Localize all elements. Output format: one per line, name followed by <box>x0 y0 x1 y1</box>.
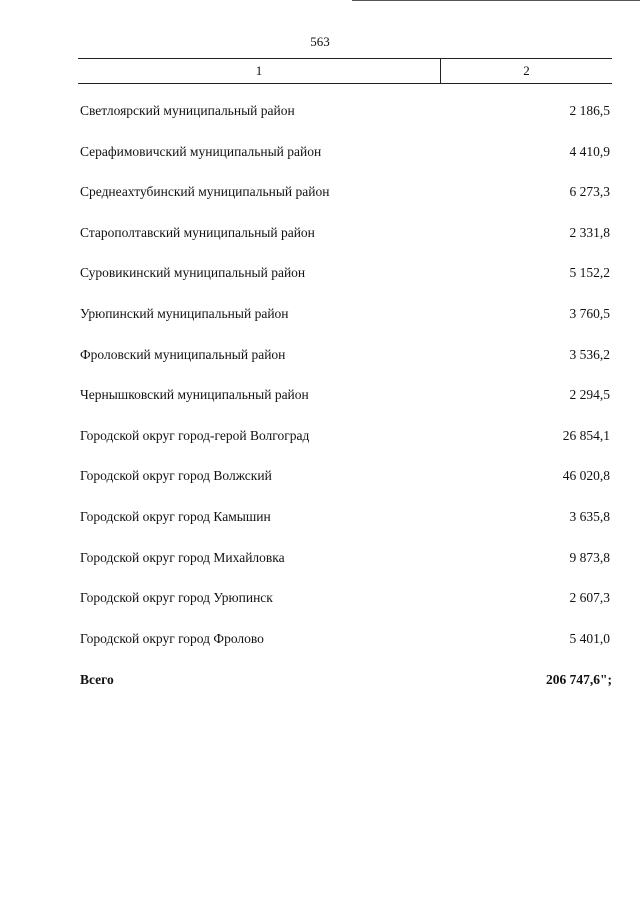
row-label: Старополтавский муниципальный район <box>80 224 315 240</box>
table-row <box>78 92 612 133</box>
total-value: 206 747,6"; <box>546 672 612 687</box>
row-value: 5 152,2 <box>569 265 610 281</box>
row-label: Фроловский муниципальный район <box>80 346 286 362</box>
row-label: Городской округ город Михайловка <box>80 549 285 565</box>
table-row <box>78 457 612 498</box>
top-edge-rule <box>352 0 640 1</box>
row-label: Чернышковский муниципальный район <box>80 387 309 403</box>
row-value: 2 186,5 <box>569 103 610 118</box>
row-value: 9 873,8 <box>569 549 610 565</box>
row-value: 6 273,3 <box>569 184 610 200</box>
row-value: 2 607,3 <box>569 590 610 606</box>
row-label: Среднеахтубинский муниципальный район <box>80 184 330 200</box>
table-row <box>78 620 612 661</box>
page-number: 563 <box>310 34 330 49</box>
row-label: Урюпинский муниципальный район <box>80 305 289 321</box>
table-row <box>78 254 612 295</box>
row-label: Городской округ город Фролово <box>80 630 264 646</box>
row-value: 2 331,8 <box>569 224 610 240</box>
row-value: 5 401,0 <box>569 630 610 646</box>
table-header <box>78 58 612 84</box>
row-label: Светлоярский муниципальный район <box>80 103 295 118</box>
row-value: 4 410,9 <box>569 143 610 159</box>
table-row <box>78 173 612 214</box>
total-row <box>78 661 612 701</box>
table-row <box>78 214 612 255</box>
table-row <box>78 539 612 580</box>
table-row <box>78 336 612 377</box>
row-label: Городской округ город Волжский <box>80 468 272 484</box>
row-label: Серафимовичский муниципальный район <box>80 143 322 159</box>
row-value: 46 020,8 <box>562 468 610 484</box>
row-value: 3 536,2 <box>569 346 610 362</box>
row-value: 2 294,5 <box>569 387 610 403</box>
row-value: 26 854,1 <box>562 427 610 443</box>
total-label: Всего <box>80 672 114 687</box>
table-row <box>78 417 612 458</box>
row-label: Суровикинский муниципальный район <box>80 265 306 281</box>
table-body <box>78 92 612 660</box>
row-label: Городской округ город Урюпинск <box>80 590 273 606</box>
row-label: Городской округ город-герой Волгоград <box>80 427 310 443</box>
table-row <box>78 295 612 336</box>
row-value: 3 760,5 <box>569 305 610 321</box>
table-row <box>78 579 612 620</box>
table-row <box>78 498 612 539</box>
table-row <box>78 376 612 417</box>
column-header-1: 1 <box>78 59 441 83</box>
row-label: Городской округ город Камышин <box>80 508 271 524</box>
column-header-2: 2 <box>523 63 530 78</box>
row-value: 3 635,8 <box>569 508 610 524</box>
table-row <box>78 133 612 174</box>
